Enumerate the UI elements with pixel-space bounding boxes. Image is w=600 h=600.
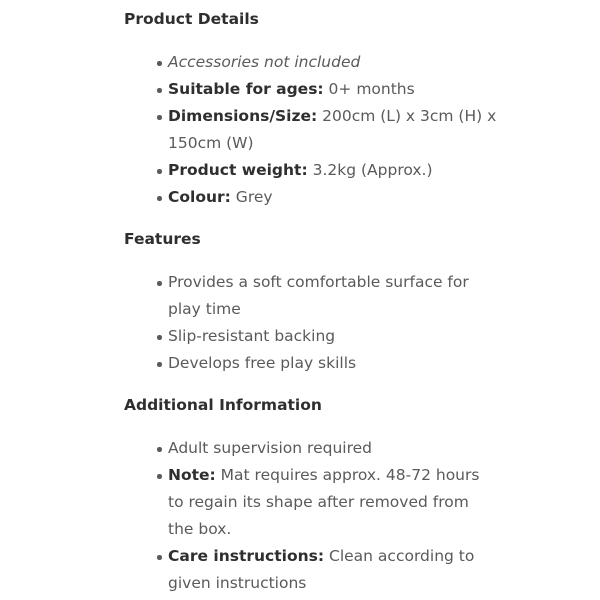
list-item	[168, 184, 498, 211]
section-title-additional-information: Additional Information	[124, 396, 322, 414]
item-label: Suitable for ages:	[168, 80, 324, 98]
item-text: 200cm (L) x 3cm (H) x 150cm (W)	[168, 107, 497, 152]
bullet-icon	[157, 61, 162, 66]
item-text: Develops free play skills	[168, 354, 357, 372]
list-item	[168, 350, 498, 377]
bullet-icon	[157, 474, 162, 479]
item-text: Accessories not included	[168, 53, 361, 71]
item-label: Care instructions:	[168, 547, 325, 565]
bullet-icon	[157, 447, 162, 452]
list-item	[168, 462, 498, 543]
bullet-icon	[157, 281, 162, 286]
bullet-icon	[157, 362, 162, 367]
item-text: 0+ months	[323, 80, 415, 98]
item-text: Clean according to given instructions	[168, 547, 475, 592]
section-title-product-details: Product Details	[124, 10, 259, 28]
bullet-icon	[157, 169, 162, 174]
list-item	[168, 103, 498, 157]
item-label: Dimensions/Size:	[168, 107, 318, 125]
item-text: Slip-resistant backing	[168, 327, 336, 345]
list-item	[168, 269, 498, 323]
list-item	[168, 157, 498, 184]
item-text: 3.2kg (Approx.)	[307, 161, 433, 179]
section-title-features: Features	[124, 230, 201, 248]
bullet-icon	[157, 196, 162, 201]
item-label: Colour:	[168, 188, 231, 206]
list-item	[168, 435, 498, 462]
bullet-icon	[157, 555, 162, 560]
item-text: Provides a soft comfortable surface for play time	[168, 273, 469, 318]
list-item	[168, 543, 498, 597]
item-label: Product weight:	[168, 161, 308, 179]
list-item	[168, 323, 498, 350]
list-item	[168, 49, 498, 76]
bullet-icon	[157, 115, 162, 120]
item-text: Mat requires approx. 48-72 hours to regain its shape after removed from the box.	[168, 466, 480, 538]
item-text: Adult supervision required	[168, 439, 372, 457]
item-text: Grey	[230, 188, 273, 206]
bullet-icon	[157, 88, 162, 93]
bullet-icon	[157, 335, 162, 340]
list-item	[168, 76, 498, 103]
item-label: Note:	[168, 466, 216, 484]
